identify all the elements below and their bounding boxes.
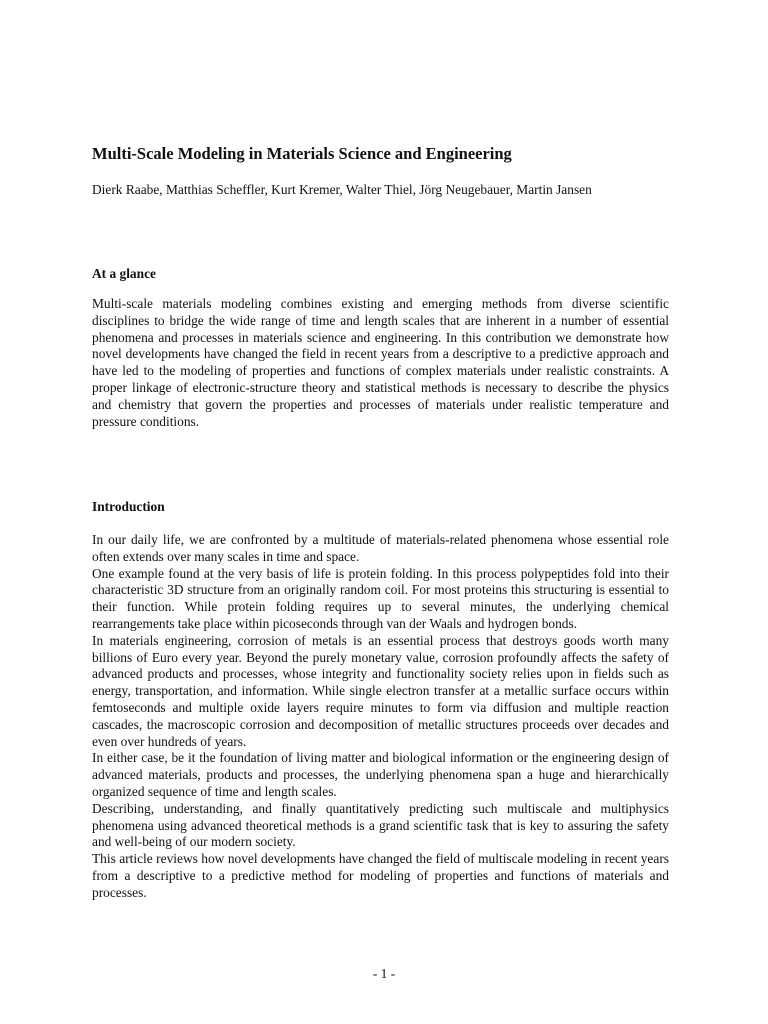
paper-title: Multi-Scale Modeling in Materials Science and Engineering: [92, 144, 512, 163]
introduction-paragraph: One example found at the very basis of life is protein folding. In this process polypeptides fold into their characteristic 3D structure from an originally random coil. For most proteins this structuring is essential to their function. While protein folding requires up to several minutes, the underlying chemical rearrangements take place within picoseconds through van der Waals and hydrogen bonds.: [92, 565, 669, 631]
author-list: Dierk Raabe, Matthias Scheffler, Kurt Kremer, Walter Thiel, Jörg Neugebauer, Martin Jansen: [92, 182, 592, 197]
introduction-paragraph: In either case, be it the foundation of living matter and biological information or the engineering design of advanced materials, products and processes, the underlying phenomena span a huge and hierarchically organized sequence of time and length scales.: [92, 750, 669, 799]
introduction-paragraph: Describing, understanding, and finally quantitatively predicting such multiscale and multiphysics phenomena using advanced theoretical methods is a grand scientific task that is key to assuring the safety and well-being of our modern society.: [92, 800, 669, 850]
introduction-body: [92, 532, 669, 902]
section-heading-at-a-glance: At a glance: [92, 266, 156, 281]
section-heading-introduction: Introduction: [92, 499, 165, 514]
page-number: - 1 -: [372, 966, 396, 981]
introduction-paragraph: In our daily life, we are confronted by a multitude of materials-related phenomena whose essential role often extends over many scales in time and space.: [92, 532, 669, 564]
introduction-paragraph: In materials engineering, corrosion of metals is an essential process that destroys goods worth many billions of Euro every year. Beyond the purely monetary value, corrosion profoundly affects the safety of advanced products and processes, whose integrity and functionality society relies upon in fields such as energy, transportation, and information. While single electron transfer at a metallic surface occurs within femtoseconds and multiple oxide layers require minutes to form via diffusion and multiple reaction cascades, the macroscopic corrosion and decomposition of metallic structures proceeds over decades and even over hundreds of years.: [92, 632, 669, 749]
introduction-paragraph: This article reviews how novel developments have changed the field of multiscale modeling in recent years from a descriptive to a predictive method for modeling of properties and functions of materials and processes.: [92, 851, 669, 900]
at-a-glance-paragraph: Multi-scale materials modeling combines existing and emerging methods from diverse scientific disciplines to bridge the wide range of time and length scales that are inherent in a number of essential phenomena and processes in materials science and engineering. In this contribution we demonstrate how novel developments have changed the field in recent years from a descriptive to a predictive approach and have led to the modeling of properties and functions of complex materials under realistic constraints. A proper linkage of electronic-structure theory and statistical methods is necessary to describe the physics and chemistry that govern the properties and processes of materials under realistic temperature and pressure conditions.: [92, 296, 669, 429]
